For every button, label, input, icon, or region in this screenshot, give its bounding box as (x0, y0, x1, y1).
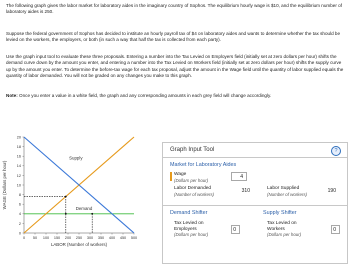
marker-point-0 (65, 213, 67, 215)
note-paragraph (6, 93, 344, 99)
demand-label: Demand (75, 205, 93, 211)
wage-label: Wage (174, 172, 187, 177)
labor-supplied-value: 190 (327, 188, 336, 194)
y-tick-label: 20 (16, 135, 21, 140)
wage-unit: (Dollars per hour) (174, 177, 209, 183)
labor-demanded-value: 310 (241, 188, 250, 194)
y-tick-label: 2 (18, 221, 21, 226)
demand-shifter-title: Demand Shifter (170, 210, 208, 216)
worker-tax-input[interactable]: 0 (331, 225, 340, 234)
x-tick-label: 250 (75, 236, 83, 240)
y-tick-label: 4 (18, 212, 21, 217)
employer-tax-label-2: Employers (174, 226, 197, 232)
x-tick-label: 100 (42, 236, 50, 240)
x-tick-label: 350 (97, 236, 105, 240)
y-tick-label: 16 (16, 154, 21, 159)
employer-tax-input[interactable]: 0 (231, 225, 240, 234)
note-label: Note: (6, 93, 18, 98)
y-tick-label: 14 (16, 164, 21, 169)
y-tick-label: 10 (16, 183, 21, 188)
supply-label: Supply (69, 155, 83, 161)
supplied-label-group (267, 186, 307, 198)
employer-tax-label-1: Tax Levied on (174, 221, 204, 226)
worker-tax-label-2: Workers (267, 226, 285, 232)
wage-input[interactable]: 4 (231, 172, 247, 181)
supply-shifter-title: Supply Shifter (263, 210, 297, 216)
x-tick-label: 150 (53, 236, 61, 240)
y-axis-label: WAGE (Dollars per hour) (2, 160, 7, 210)
y-tick-label: 8 (18, 193, 21, 197)
marker-point-2 (65, 196, 67, 198)
labor-supplied-unit: (Number of workers) (267, 191, 308, 197)
graph-input-tool (162, 142, 348, 264)
labor-demanded-unit: (Number of workers) (174, 191, 215, 197)
employer-tax-unit: (Dollars per hour) (174, 232, 209, 238)
demanded-label-group (174, 186, 214, 198)
intro-paragraph-2: Suppose the federal government of Sophos has decided to institute an hourly payroll tax of $4 on laboratory aides and wants to determine whether the tax should be levied on the workers, the employers, or both (in such a way that half the tax is collected from each party). (6, 31, 341, 43)
intro-paragraph-1: The following graph gives the labor market for laboratory aides in the imaginary country of Sophos. The equilibrium hourly wage is $10, and the equilibrium number of laboratory aides is 250. (6, 3, 342, 15)
x-tick-label: 450 (119, 236, 127, 240)
worker-tax-label-group (267, 221, 301, 239)
y-tick-label: 18 (16, 145, 21, 149)
wage-swatch (170, 172, 172, 181)
x-tick-label: 400 (108, 236, 116, 240)
worker-tax-label-1: Tax Levied on (267, 221, 297, 226)
x-tick-label: 200 (64, 236, 72, 240)
x-tick-label: 0 (22, 236, 26, 240)
x-tick-label: 50 (32, 236, 38, 240)
marker-point-1 (91, 213, 93, 215)
wage-label-group (174, 172, 208, 184)
y-tick-label: 0 (18, 231, 21, 236)
labor-market-chart[interactable] (0, 128, 148, 262)
x-axis-label: LABOR (Number of workers) (50, 242, 108, 247)
tool-title: Graph Input Tool (170, 147, 215, 153)
market-title: Market for Laboratory Aides (170, 162, 237, 168)
worker-tax-unit: (Dollars per hour) (267, 232, 302, 238)
labor-supplied-label: Labor Supplied (267, 186, 300, 191)
employer-tax-label-group (174, 221, 208, 239)
y-tick-label: 6 (18, 202, 21, 207)
note-text: Once you enter a value in a white field, the graph and any corresponding amounts in each grey field will change accordingly. (19, 93, 272, 98)
help-icon[interactable]: ? (331, 146, 341, 156)
x-tick-label: 300 (86, 236, 94, 240)
section-divider (163, 205, 347, 206)
y-tick-label: 12 (16, 173, 21, 178)
title-divider (163, 157, 347, 158)
labor-demanded-label: Labor Demanded (174, 186, 212, 191)
intro-paragraph-3: Use the graph input tool to evaluate these three proposals. Entering a number into the Tax Levied on Employers field (initially set at zero dollars per hour) shifts the demand curve down by the amount you enter, and entering a number into the Tax Levied on Workers field (initially set at zero dollars per hour) shifts the supply curve up by the amount you enter. To determine the before-tax wage for each tax proposal, adjust the amount in the Wage field until the quantity of labor supplied equals the quantity of labor demanded. You will not be graded on any changes you make to this graph. (6, 54, 344, 79)
x-tick-label: 500 (130, 236, 138, 240)
